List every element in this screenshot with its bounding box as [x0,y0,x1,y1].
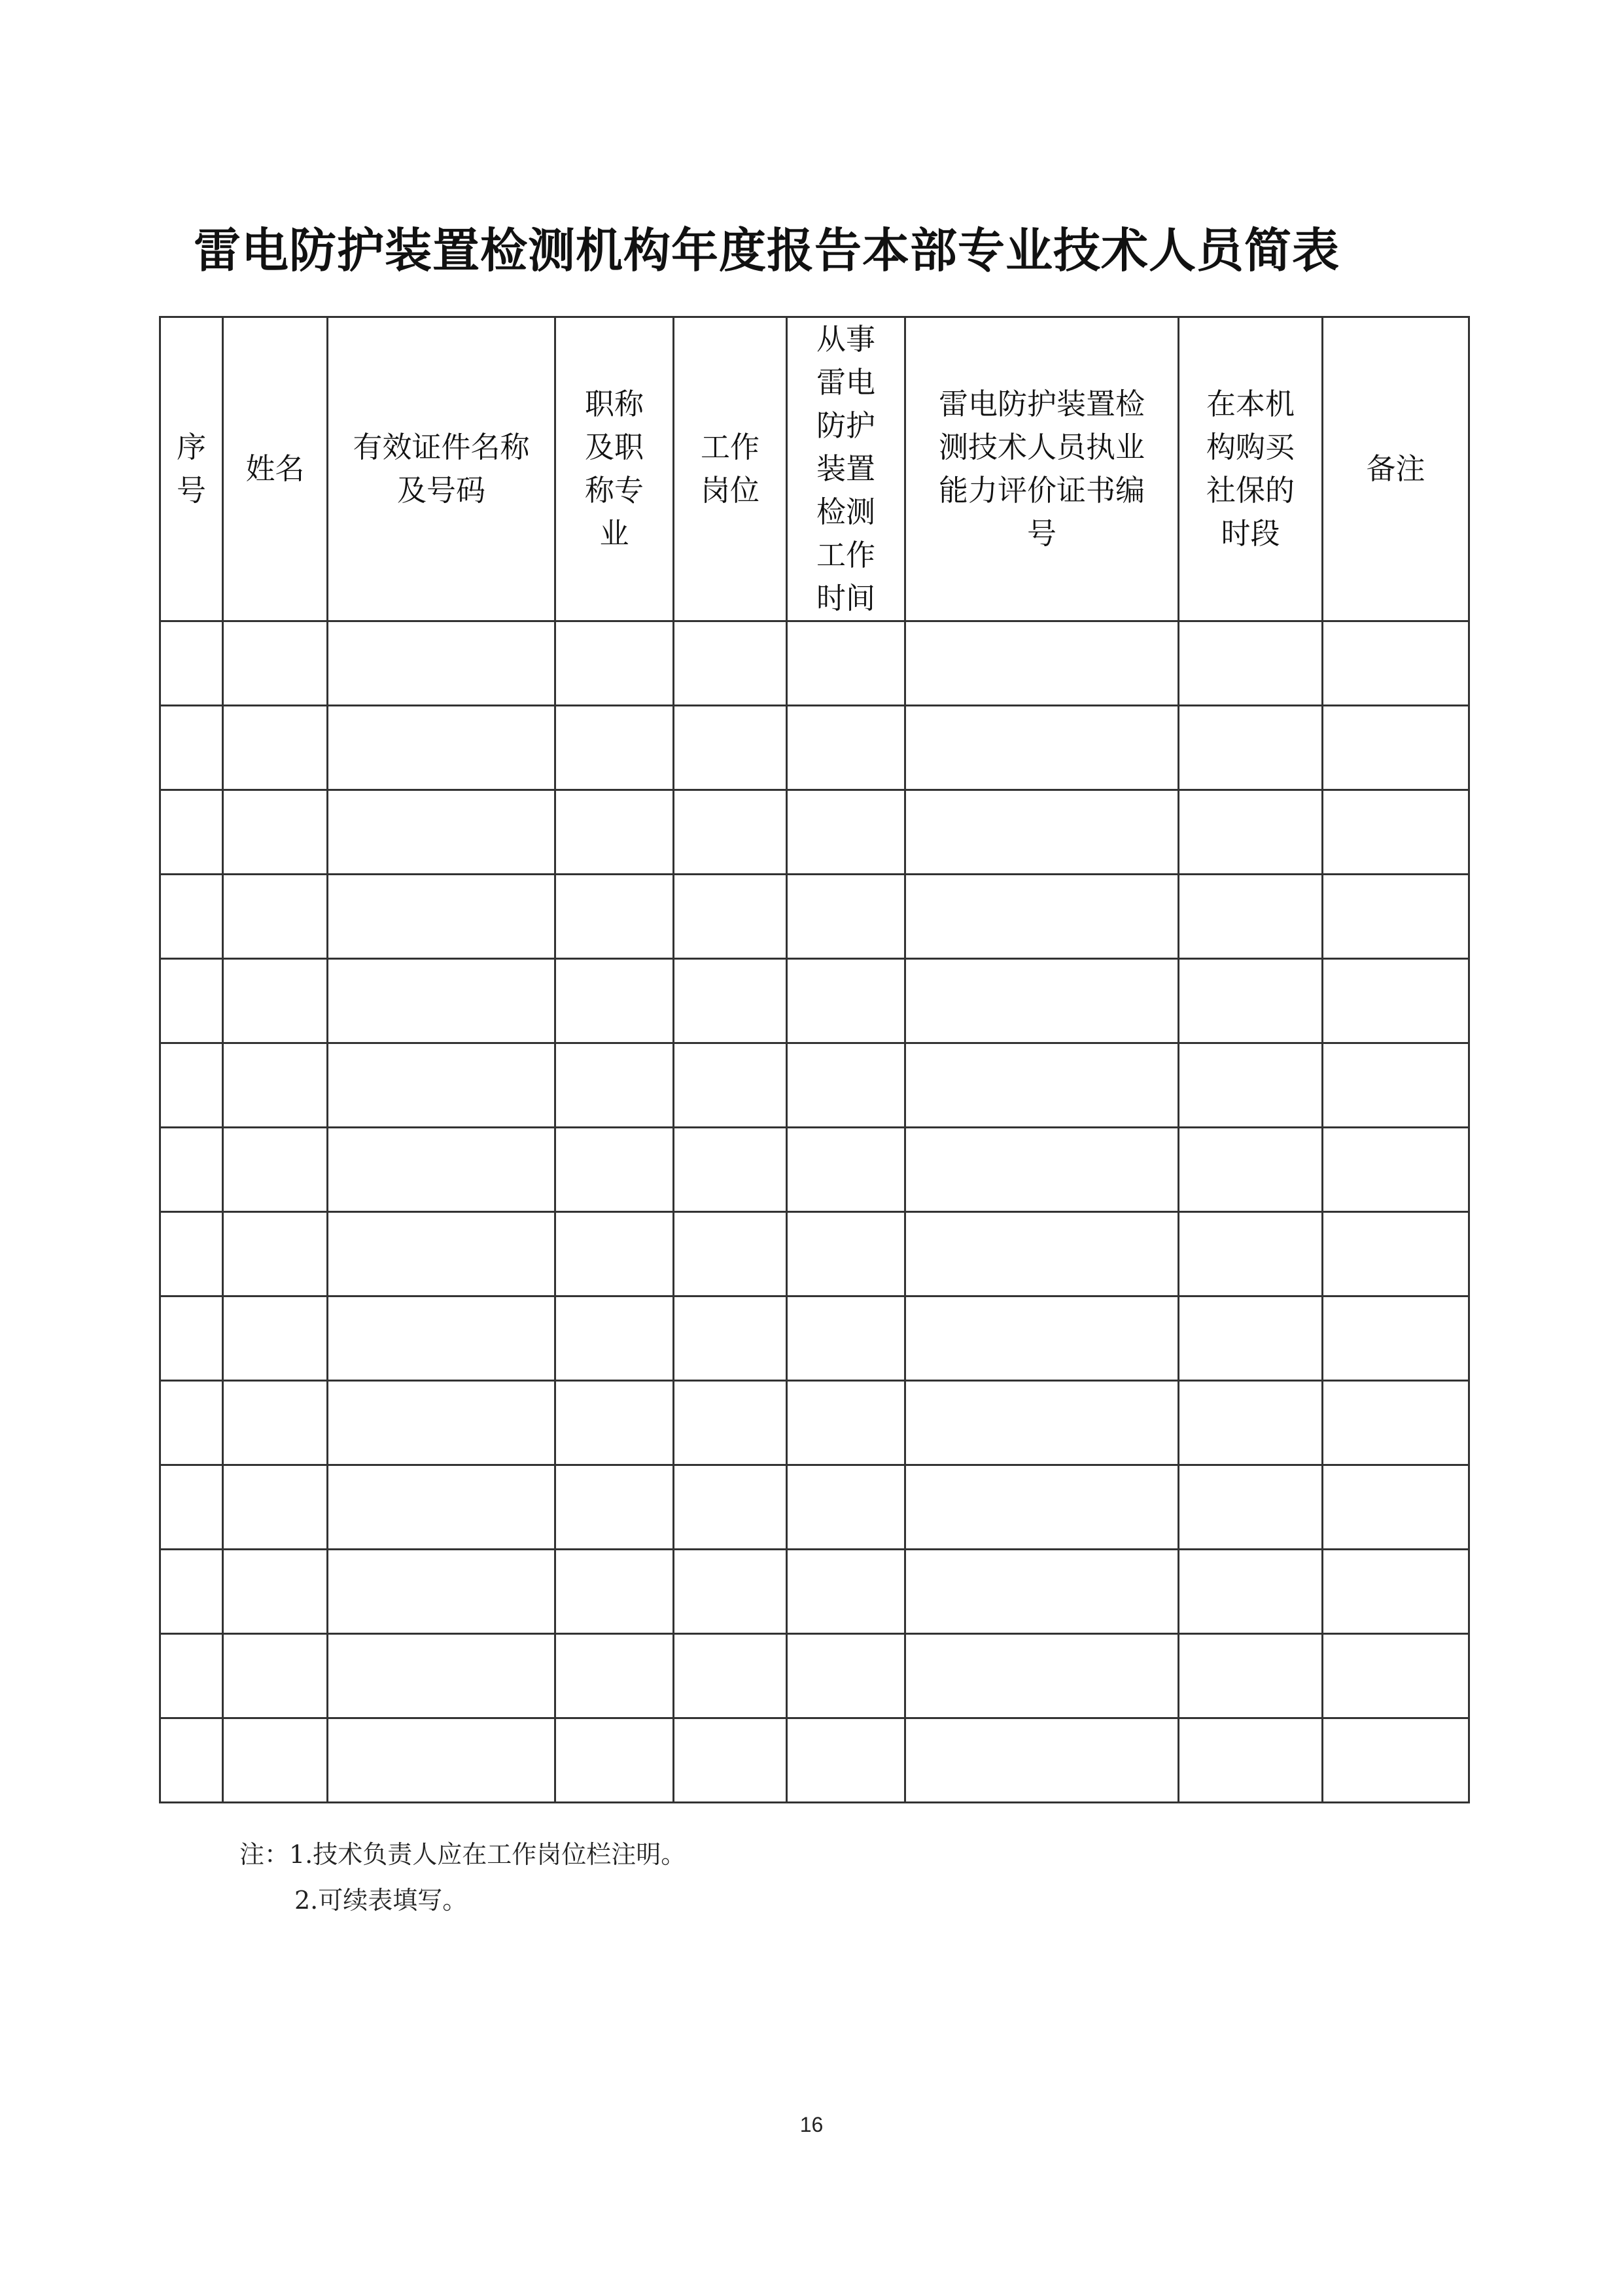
table-cell [555,1634,674,1718]
table-row [160,1465,1469,1550]
table-cell [787,1634,905,1718]
staff-table [159,316,1470,1803]
table-cell [1323,1043,1469,1128]
table-cell [1179,1718,1323,1803]
table-cell [905,1128,1179,1212]
table-cell [905,1212,1179,1296]
table-cell [555,959,674,1043]
table-cell [905,706,1179,790]
table-cell [555,1212,674,1296]
table-body [160,621,1469,1803]
table-cell [905,959,1179,1043]
table-cell [1179,959,1323,1043]
table-row [160,1718,1469,1803]
header-cell-seq: 序号 [160,317,223,621]
table-cell [160,1550,223,1634]
table-cell [160,1634,223,1718]
table-cell [674,1381,787,1465]
table-cell [328,1718,555,1803]
table-row [160,1550,1469,1634]
table-cell [555,706,674,790]
table-header-row [160,317,1469,621]
table-cell [555,875,674,959]
table-cell [787,1212,905,1296]
table-cell [328,1465,555,1550]
table-row [160,1128,1469,1212]
table-cell [160,1718,223,1803]
table-cell [1323,621,1469,706]
table-cell [160,959,223,1043]
table-cell [223,1465,328,1550]
table-cell [674,1212,787,1296]
table-cell [905,621,1179,706]
table-cell [328,875,555,959]
table-cell [1323,1212,1469,1296]
table-cell [223,1381,328,1465]
table-cell [905,1634,1179,1718]
table-cell [160,1381,223,1465]
header-cell-id-document: 有效证件名称及号码 [328,317,555,621]
table-cell [160,621,223,706]
table-cell [787,1718,905,1803]
table-cell [1179,1128,1323,1212]
table-cell [1179,1381,1323,1465]
table-cell [787,1296,905,1381]
table-cell [555,621,674,706]
table-cell [905,1550,1179,1634]
table-row [160,1043,1469,1128]
table-cell [223,706,328,790]
table-cell [160,875,223,959]
table-cell [1323,1718,1469,1803]
footnotes [239,1832,686,1923]
table-row [160,1296,1469,1381]
table-cell [555,1043,674,1128]
table-cell [223,1550,328,1634]
table-cell [160,1043,223,1128]
table-cell [223,1212,328,1296]
table-cell [1323,1634,1469,1718]
table-cell [787,790,905,875]
table-row [160,959,1469,1043]
table-cell [555,790,674,875]
table-cell [787,1465,905,1550]
table-cell [1179,1634,1323,1718]
table-row [160,706,1469,790]
header-cell-remarks: 备注 [1323,317,1469,621]
table-cell [1179,1043,1323,1128]
table-cell [328,1381,555,1465]
table-row [160,1634,1469,1718]
table-cell [1323,1465,1469,1550]
table-cell [160,1465,223,1550]
header-cell-name: 姓名 [223,317,328,621]
table-cell [787,706,905,790]
header-cell-work-time: 从事雷电防护装置检测工作时间 [787,317,905,621]
table-cell [160,1296,223,1381]
table-cell [555,1718,674,1803]
table-cell [223,1296,328,1381]
table-cell [1323,959,1469,1043]
table-cell [905,1043,1179,1128]
table-cell [787,875,905,959]
table-cell [1179,875,1323,959]
table-cell [223,790,328,875]
table-row [160,875,1469,959]
header-cell-social-insurance: 在本机构购买社保的时段 [1179,317,1323,621]
table-cell [1179,1550,1323,1634]
table-cell [160,1212,223,1296]
header-cell-title: 职称及职称专业 [555,317,674,621]
table-cell [1179,621,1323,706]
table-cell [787,1128,905,1212]
table-cell [905,1381,1179,1465]
table-cell [555,1381,674,1465]
table-cell [905,875,1179,959]
table-row [160,1212,1469,1296]
table-cell [223,1718,328,1803]
table-cell [328,1043,555,1128]
table-cell [1179,706,1323,790]
table-cell [223,1128,328,1212]
table-cell [1179,1212,1323,1296]
table-row [160,790,1469,875]
table-cell [905,1296,1179,1381]
table-cell [1323,1296,1469,1381]
table-cell [328,1634,555,1718]
table-cell [328,1296,555,1381]
table-cell [1323,1550,1469,1634]
table-cell [674,706,787,790]
table-cell [328,959,555,1043]
table-cell [674,1465,787,1550]
table-cell [674,621,787,706]
table-cell [1179,1296,1323,1381]
table-cell [328,1550,555,1634]
table-cell [674,1634,787,1718]
table-cell [1323,1381,1469,1465]
page-number: 16 [799,2113,824,2136]
footnote-2: 2.可续表填写。 [294,1886,468,1915]
table-cell [905,790,1179,875]
table-cell [787,959,905,1043]
footnote-1: 注：1.技术负责人应在工作岗位栏注明。 [239,1840,686,1869]
table-cell [223,1043,328,1128]
table-cell [328,790,555,875]
table-cell [555,1128,674,1212]
table-cell [555,1550,674,1634]
table-cell [160,1128,223,1212]
table-cell [1323,706,1469,790]
table-cell [328,621,555,706]
table-cell [1323,1128,1469,1212]
table-cell [787,1550,905,1634]
table-cell [1323,875,1469,959]
table-cell [223,621,328,706]
table-cell [674,1128,787,1212]
table-cell [1179,790,1323,875]
table-cell [160,790,223,875]
table-cell [328,706,555,790]
table-row [160,1381,1469,1465]
table-cell [674,1296,787,1381]
table-cell [674,790,787,875]
table-cell [555,1296,674,1381]
table-cell [905,1465,1179,1550]
header-cell-certificate-number: 雷电防护装置检测技术人员执业能力评价证书编号 [905,317,1179,621]
table-cell [328,1128,555,1212]
table-cell [787,621,905,706]
table-cell [328,1212,555,1296]
table-cell [905,1718,1179,1803]
table-cell [787,1381,905,1465]
table-cell [787,1043,905,1128]
table-cell [223,1634,328,1718]
table-cell [223,959,328,1043]
table-cell [674,875,787,959]
table-cell [674,1550,787,1634]
page-title: 雷电防护装置检测机构年度报告本部专业技术人员简表 [194,223,1340,278]
table-cell [1323,790,1469,875]
table-row [160,621,1469,706]
table-cell [674,1718,787,1803]
table-cell [555,1465,674,1550]
table-cell [674,959,787,1043]
table-cell [1179,1465,1323,1550]
table-cell [674,1043,787,1128]
table-cell [160,706,223,790]
table-cell [223,875,328,959]
header-cell-position: 工作岗位 [674,317,787,621]
